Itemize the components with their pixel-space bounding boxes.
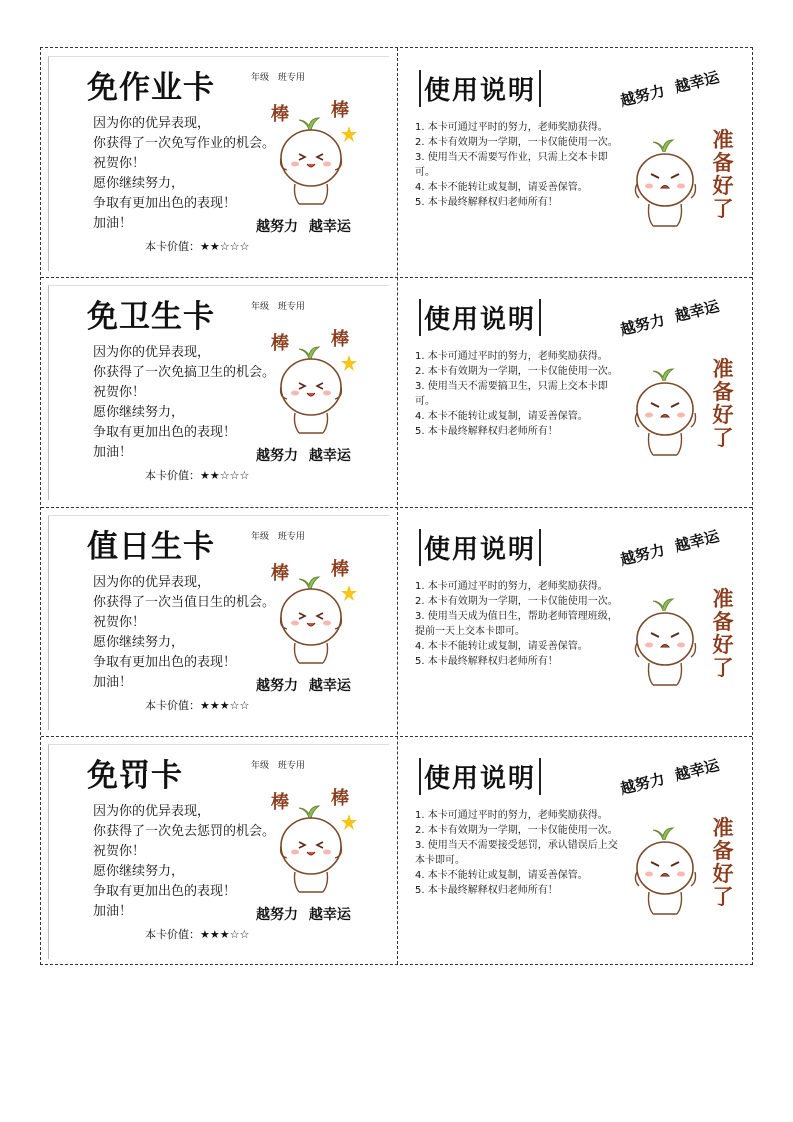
ready-char: 好	[712, 402, 734, 427]
message-line: 祝贺你！	[93, 156, 146, 171]
card-value-label: 本卡价值：	[145, 240, 200, 253]
message-line: 因为你的优异表现，	[93, 116, 211, 131]
praise-mark: 棒	[271, 792, 289, 813]
instructions-title: 使用说明	[419, 299, 541, 336]
card-value-label: 本卡价值：	[145, 699, 200, 712]
mascot-ready-illustration	[629, 591, 709, 695]
instructions-title: 使用说明	[419, 70, 541, 107]
instruction-item: 3. 使用当天不需要写作业，只需上交本卡即可。	[415, 152, 608, 178]
card-back	[397, 736, 752, 965]
card-message	[93, 573, 275, 693]
card-title: 免作业卡	[87, 70, 215, 106]
message-line: 愿你继续努力，	[93, 864, 185, 879]
message-line: 争取有更加出色的表现！	[93, 425, 237, 440]
instructions-list	[415, 808, 623, 898]
star-rating: ★★☆☆☆	[200, 469, 250, 482]
card-back	[397, 277, 752, 506]
praise-mark: 棒	[331, 559, 349, 580]
instruction-item: 1. 本卡可通过平时的努力，老师奖励获得。	[415, 351, 608, 362]
ready-char: 了	[712, 884, 734, 909]
instructions-title: 使用说明	[419, 758, 541, 795]
instructions-title: 使用说明	[419, 529, 541, 566]
card-sheet	[40, 47, 753, 965]
message-line: 祝贺你！	[93, 615, 146, 630]
slogan: 越努力 越幸运	[256, 678, 351, 694]
card-value	[145, 467, 249, 483]
card-back	[397, 48, 752, 277]
card-row	[41, 277, 752, 506]
message-line: 争取有更加出色的表现！	[93, 655, 237, 670]
mascot-cheer-illustration	[269, 329, 359, 443]
star-rating: ★★★☆☆	[200, 928, 250, 941]
card-front	[41, 277, 397, 506]
message-line: 加油！	[93, 445, 133, 460]
message-line: 你获得了一次免去惩罚的机会。	[93, 824, 276, 839]
card-row	[41, 48, 752, 277]
message-line: 愿你继续努力，	[93, 405, 185, 420]
ready-text	[711, 357, 735, 449]
instruction-item: 4. 本卡不能转让或复制，请妥善保管。	[415, 641, 588, 652]
ready-text	[711, 587, 735, 679]
ready-char: 准	[712, 127, 734, 152]
card-value-label: 本卡价值：	[145, 928, 200, 941]
card-front	[41, 736, 397, 965]
ready-char: 好	[712, 173, 734, 198]
ready-char: 备	[712, 609, 734, 634]
card-title: 免罚卡	[87, 758, 183, 794]
ready-char: 好	[712, 632, 734, 657]
ready-char: 了	[712, 196, 734, 221]
instruction-item: 2. 本卡有效期为一学期，一卡仅能使用一次。	[415, 825, 618, 836]
instructions-list	[415, 349, 623, 439]
message-line: 你获得了一次当值日生的机会。	[93, 595, 276, 610]
instruction-item: 5. 本卡最终解释权归老师所有！	[415, 197, 558, 208]
message-line: 加油！	[93, 904, 133, 919]
instruction-item: 1. 本卡可通过平时的努力，老师奖励获得。	[415, 810, 608, 821]
instruction-item: 1. 本卡可通过平时的努力，老师奖励获得。	[415, 581, 608, 592]
ready-char: 备	[712, 150, 734, 175]
card-value	[145, 926, 249, 942]
praise-mark: 棒	[331, 788, 349, 809]
ready-char: 准	[712, 586, 734, 611]
ready-char: 了	[712, 425, 734, 450]
instruction-item: 5. 本卡最终解释权归老师所有！	[415, 885, 558, 896]
instruction-item: 4. 本卡不能转让或复制，请妥善保管。	[415, 870, 588, 881]
mascot-ready-illustration	[629, 361, 709, 465]
slogan: 越努力 越幸运	[256, 907, 351, 923]
message-line: 你获得了一次免写作业的机会。	[93, 136, 276, 151]
message-line: 争取有更加出色的表现！	[93, 884, 237, 899]
praise-mark: 棒	[271, 563, 289, 584]
card-row	[41, 507, 752, 736]
grade-class-label: 年级 班专用	[251, 532, 305, 542]
card-value-label: 本卡价值：	[145, 469, 200, 482]
instruction-item: 5. 本卡最终解释权归老师所有！	[415, 426, 558, 437]
card-front	[41, 48, 397, 277]
mascot-ready-illustration	[629, 132, 709, 236]
instruction-item: 4. 本卡不能转让或复制，请妥善保管。	[415, 411, 588, 422]
card-message	[93, 343, 275, 463]
message-line: 你获得了一次免搞卫生的机会。	[93, 365, 276, 380]
message-line: 愿你继续努力，	[93, 635, 185, 650]
ready-char: 准	[712, 815, 734, 840]
grade-class-label: 年级 班专用	[251, 73, 305, 83]
card-message	[93, 802, 275, 922]
praise-mark: 棒	[331, 100, 349, 121]
ready-char: 备	[712, 838, 734, 863]
ready-text	[711, 128, 735, 220]
praise-mark: 棒	[271, 104, 289, 125]
message-line: 加油！	[93, 216, 133, 231]
card-value	[145, 238, 249, 254]
instruction-item: 2. 本卡有效期为一学期，一卡仅能使用一次。	[415, 137, 618, 148]
praise-mark: 棒	[271, 333, 289, 354]
ready-char: 备	[712, 379, 734, 404]
back-slogan: 越努力 越幸运	[618, 68, 722, 110]
card-title: 免卫生卡	[87, 299, 215, 335]
message-line: 祝贺你！	[93, 385, 146, 400]
instruction-item: 3. 使用当天成为值日生，帮助老师管理班级，提前一天上交本卡即可。	[415, 611, 618, 637]
ready-text	[711, 816, 735, 908]
message-line: 愿你继续努力，	[93, 176, 185, 191]
mascot-cheer-illustration	[269, 100, 359, 214]
card-row	[41, 736, 752, 965]
slogan: 越努力 越幸运	[256, 219, 351, 235]
mascot-cheer-illustration	[269, 559, 359, 673]
instruction-item: 4. 本卡不能转让或复制，请妥善保管。	[415, 182, 588, 193]
slogan: 越努力 越幸运	[256, 448, 351, 464]
star-rating: ★★☆☆☆	[200, 240, 250, 253]
message-line: 因为你的优异表现，	[93, 804, 211, 819]
message-line: 祝贺你！	[93, 844, 146, 859]
instruction-item: 2. 本卡有效期为一学期，一卡仅能使用一次。	[415, 366, 618, 377]
message-line: 因为你的优异表现，	[93, 575, 211, 590]
instruction-item: 2. 本卡有效期为一学期，一卡仅能使用一次。	[415, 596, 618, 607]
message-line: 因为你的优异表现，	[93, 345, 211, 360]
mascot-cheer-illustration	[269, 788, 359, 902]
back-slogan: 越努力 越幸运	[618, 527, 722, 569]
grade-class-label: 年级 班专用	[251, 302, 305, 312]
instruction-item: 1. 本卡可通过平时的努力，老师奖励获得。	[415, 122, 608, 133]
ready-char: 好	[712, 861, 734, 886]
instruction-item: 5. 本卡最终解释权归老师所有！	[415, 656, 558, 667]
praise-mark: 棒	[331, 329, 349, 350]
ready-char: 准	[712, 356, 734, 381]
mascot-ready-illustration	[629, 820, 709, 924]
instructions-list	[415, 579, 623, 669]
ready-char: 了	[712, 655, 734, 680]
instructions-list	[415, 120, 623, 210]
back-slogan: 越努力 越幸运	[618, 756, 722, 798]
card-message	[93, 114, 275, 234]
grade-class-label: 年级 班专用	[251, 761, 305, 771]
card-front	[41, 507, 397, 736]
star-rating: ★★★☆☆	[200, 699, 250, 712]
back-slogan: 越努力 越幸运	[618, 297, 722, 339]
card-value	[145, 697, 249, 713]
message-line: 加油！	[93, 675, 133, 690]
message-line: 争取有更加出色的表现！	[93, 196, 237, 211]
card-title: 值日生卡	[87, 529, 215, 565]
instruction-item: 3. 使用当天不需要接受惩罚，承认错误后上交本卡即可。	[415, 840, 618, 866]
instruction-item: 3. 使用当天不需要搞卫生，只需上交本卡即可。	[415, 381, 608, 407]
card-back	[397, 507, 752, 736]
